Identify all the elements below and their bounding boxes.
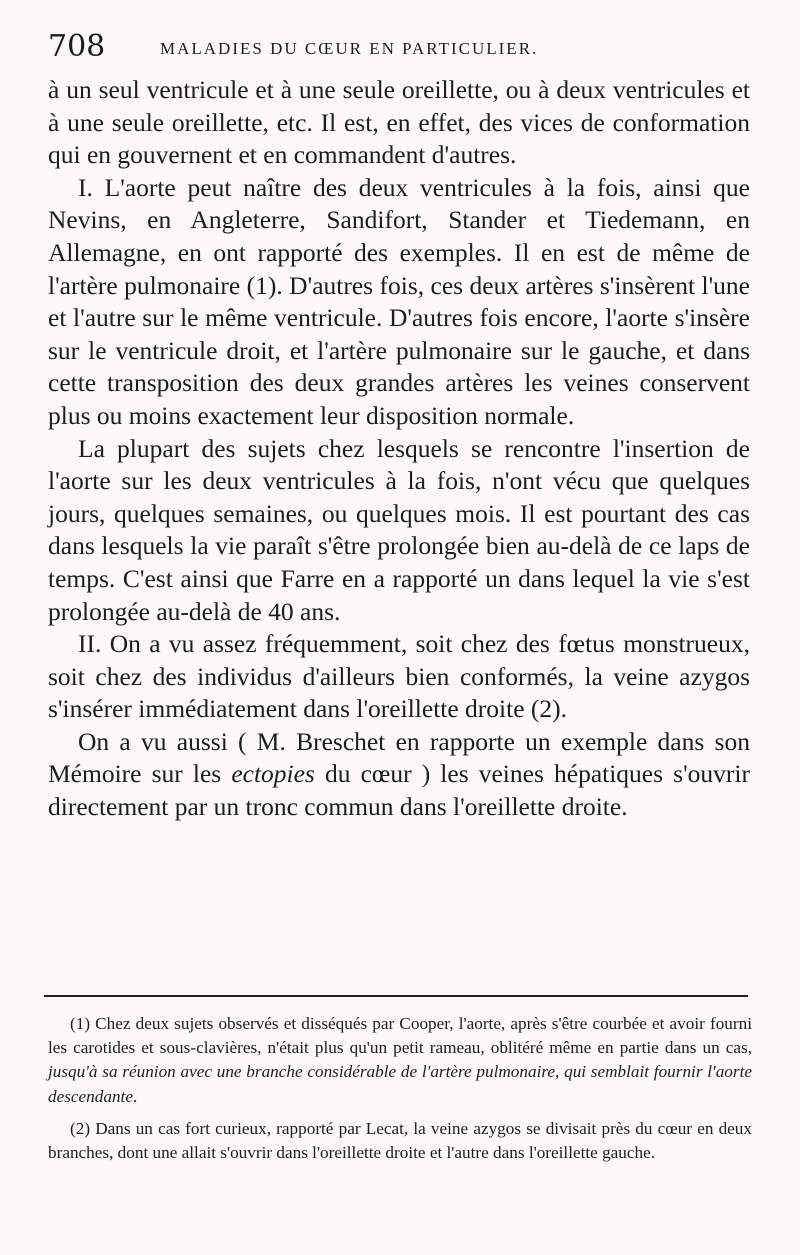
- page-header: [48, 30, 748, 66]
- footnote-1-text-b: ,: [555, 1062, 565, 1082]
- paragraph-1: à un seul ventricule et à une seule oreillette, ou à deux ventricules et à une seule oreillette, etc. Il est, en effet, des vices de conformation qui en gouvernent et en commandent d'autres.: [48, 75, 750, 170]
- body-text: [48, 74, 750, 824]
- paragraph-2: I. L'aorte peut naître des deux ventricules à la fois, ainsi que Nevins, en Angleterre, Sandifort, Stander et Tiedemann, en Allemagne, en ont rapporté des exemples. Il en est de même de l'artère pulmonaire (1). D'autres fois, ces deux artères s'insèrent l'une et l'autre sur le même ventricule. D'autres fois encore, l'aorte s'insère sur le ventricule droit, et l'artère pulmonaire sur le gauche, et dans cette transposition des deux grandes artères les veines conservent plus ou moins exactement leur disposition normale.: [48, 172, 750, 430]
- paragraph-5-text-b: du cœur ) les veines hépatiques s'ouvrir directement par un tronc commun dans l'oreillette droite.: [48, 759, 750, 822]
- footnote-1-italic-b: qui semblait fournir l'aorte descendante: [48, 1062, 752, 1106]
- footnote-1-text-c: .: [132, 1086, 138, 1106]
- footnote-divider: [44, 995, 748, 997]
- paragraph-5-text-a: On a vu aussi ( M. Breschet en rapporte un exemple dans son Mémoire sur les: [48, 726, 750, 789]
- footnotes: [48, 1012, 752, 1173]
- footnote-2: (2) Dans un cas fort curieux, rapporté par Lecat, la veine azygos se divisait près du cœur en deux branches, dont une allait s'ouvrir dans l'oreillette droite et l'autre dans l'oreillette gauche.: [48, 1118, 752, 1163]
- paragraph-3: La plupart des sujets chez lesquels se rencontre l'insertion de l'aorte sur les deux ventricules à la fois, n'ont vécu que quelques jours, quelques semaines, ou quelques mois. Il est pourtant des cas dans lesquels la vie paraît s'être prolongée bien au-delà de ce laps de temps. C'est ainsi que Farre en a rapporté un dans lequel la vie s'est prolongée au-delà de 40 ans.: [48, 433, 750, 626]
- paragraph-4: II. On a vu assez fréquemment, soit chez des fœtus monstrueux, soit chez des individus d'ailleurs bien conformés, la veine azygos s'insérer immédiatement dans l'oreillette droite (2).: [48, 629, 750, 724]
- footnote-1-italic-a: jusqu'à sa réunion avec une branche considérable de l'artère pulmonaire: [48, 1062, 556, 1082]
- footnote-1-text-a: (1) Chez deux sujets observés et disséqués par Cooper, l'aorte, après s'être courbée et avoir fourni les carotides et sous-clavières, n'était plus qu'un petit rameau, oblitéré même en partie dans un cas,: [48, 1014, 752, 1058]
- paragraph-5-italic: ectopies: [231, 759, 315, 789]
- running-head: MALADIES DU CŒUR EN PARTICULIER.: [160, 39, 539, 58]
- footnote-1: [48, 1012, 752, 1109]
- page-number: 708: [48, 29, 106, 64]
- paragraph-5: [48, 726, 750, 824]
